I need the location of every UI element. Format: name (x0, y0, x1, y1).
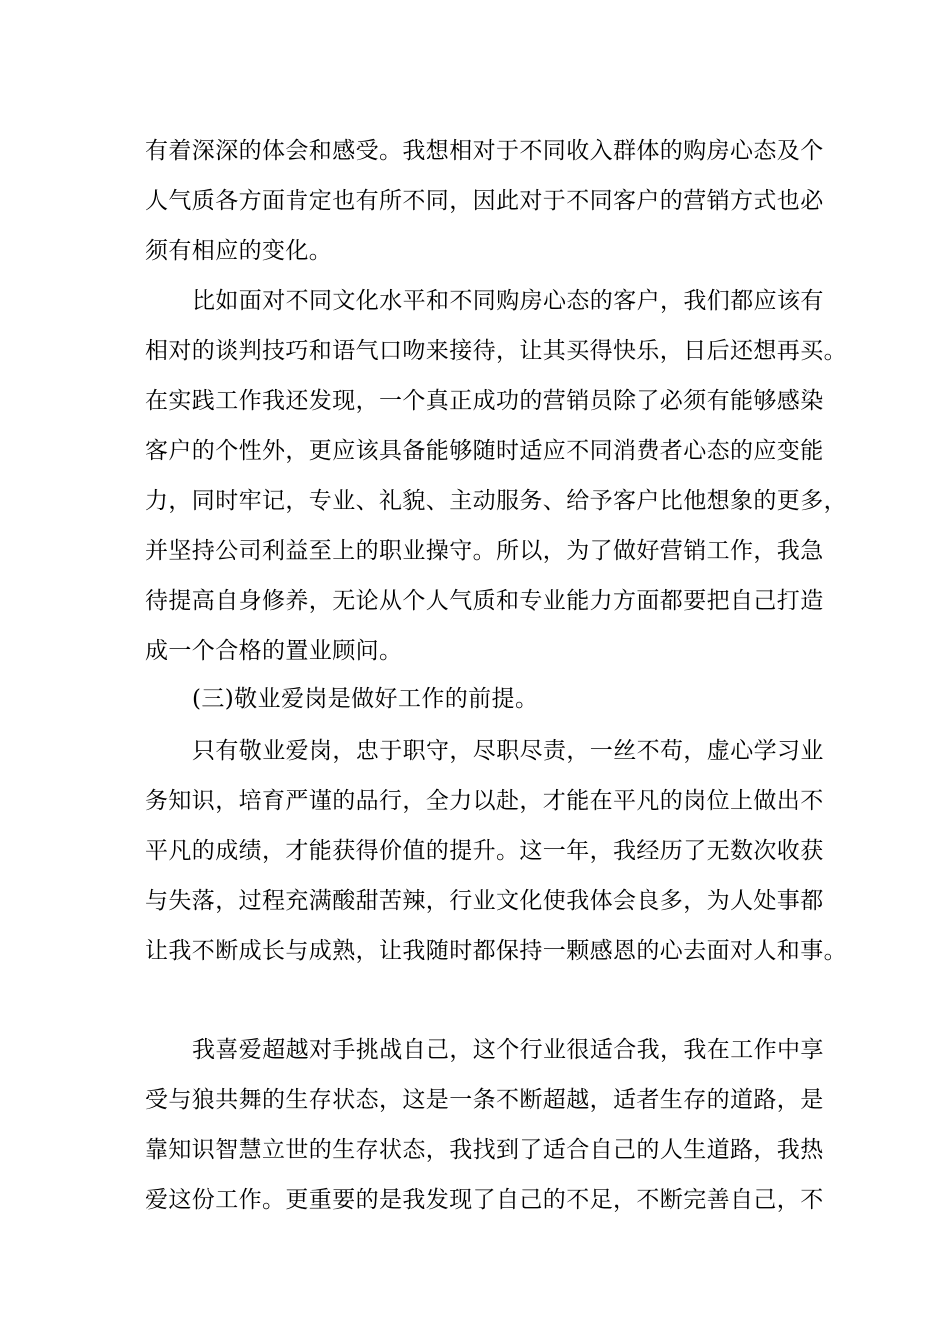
text-line: 成一个合格的置业顾问。 (145, 638, 403, 664)
paragraph-first-line: 只有敬业爱岗，忠于职守，尽职尽责，一丝不苟，虚心学习业 (192, 738, 824, 764)
text-line: 与失落，过程充满酸甜苦辣，行业文化使我体会良多，为人处事都 (145, 888, 824, 914)
text-line: 爱这份工作。更重要的是我发现了自己的不足，不断完善自己，不 (145, 1187, 824, 1213)
text-line: 务知识，培育严谨的品行，全力以赴，才能在平凡的岗位上做出不 (145, 788, 824, 814)
paragraph-first-line: 比如面对不同文化水平和不同购房心态的客户，我们都应该有 (192, 288, 824, 314)
text-line: 须有相应的变化。 (145, 238, 333, 264)
text-line: 在实践工作我还发现，一个真正成功的营销员除了必须有能够感染 (145, 388, 824, 414)
text-line: 待提高自身修养，无论从个人气质和专业能力方面都要把自己打造 (145, 588, 824, 614)
text-line: 平凡的成绩，才能获得价值的提升。这一年，我经历了无数次收获 (145, 838, 824, 864)
section-heading: (三)敬业爱岗是做好工作的前提。 (192, 686, 539, 712)
text-line: 让我不断成长与成熟，让我随时都保持一颗感恩的心去面对人和事。 (145, 938, 847, 964)
text-line: 相对的谈判技巧和语气口吻来接待，让其买得快乐，日后还想再买。 (145, 338, 847, 364)
text-line: 人气质各方面肯定也有所不同，因此对于不同客户的营销方式也必 (145, 188, 824, 214)
text-line: 力，同时牢记，专业、礼貌、主动服务、给予客户比他想象的更多， (145, 488, 847, 514)
text-line: 有着深深的体会和感受。我想相对于不同收入群体的购房心态及个 (145, 138, 824, 164)
text-line: 并坚持公司利益至上的职业操守。所以，为了做好营销工作，我急 (145, 538, 824, 564)
paragraph-first-line: 我喜爱超越对手挑战自己，这个行业很适合我，我在工作中享 (192, 1037, 824, 1063)
text-line: 靠知识智慧立世的生存状态，我找到了适合自己的人生道路，我热 (145, 1137, 824, 1163)
text-line: 受与狼共舞的生存状态，这是一条不断超越，适者生存的道路，是 (145, 1087, 824, 1113)
text-line: 客户的个性外，更应该具备能够随时适应不同消费者心态的应变能 (145, 438, 824, 464)
